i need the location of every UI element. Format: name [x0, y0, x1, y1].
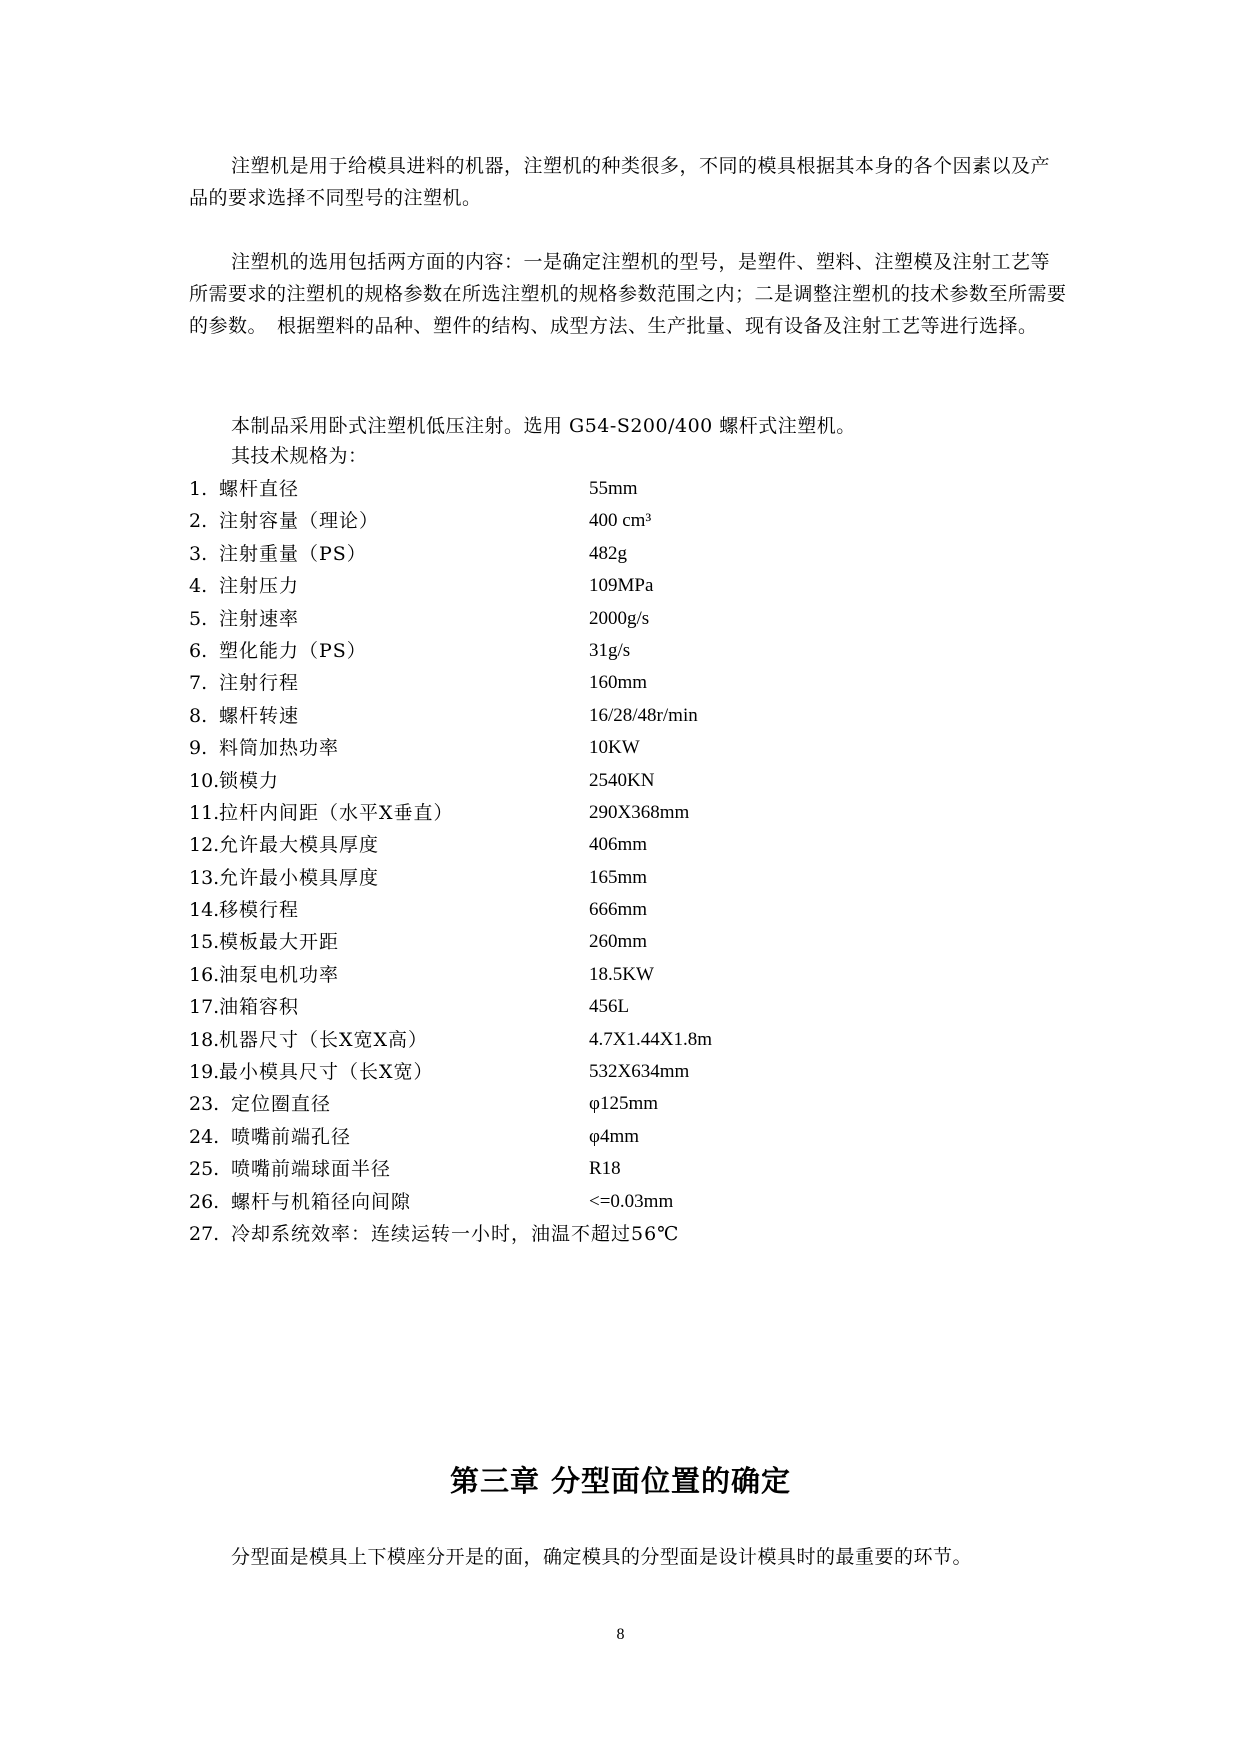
spec-value: 2540KN	[589, 769, 655, 791]
spec-label: 模板最大开距	[219, 931, 340, 954]
spec-row	[189, 894, 1089, 926]
spec-row	[189, 603, 1089, 635]
spec-number: 13.	[189, 866, 220, 889]
spec-number: 18.	[189, 1028, 220, 1051]
spec-label: 螺杆直径	[219, 478, 300, 500]
spec-intro-line: 其技术规格为：	[231, 445, 368, 467]
spec-row	[189, 538, 1089, 570]
spec-number: 17.	[189, 996, 220, 1019]
spec-number: 8.	[189, 704, 208, 727]
spec-row	[189, 1186, 1089, 1218]
spec-number: 16.	[189, 963, 220, 986]
spec-list	[189, 473, 1089, 1250]
spec-label: 油泵电机功率	[219, 963, 340, 986]
spec-number: 11.	[189, 801, 220, 824]
spec-label: 塑化能力（PS）	[219, 639, 367, 662]
spec-row	[189, 1024, 1089, 1056]
spec-label: 注射重量（PS）	[219, 542, 367, 565]
spec-label: 允许最小模具厚度	[219, 866, 380, 889]
spec-row	[189, 505, 1089, 537]
spec-value: 55mm	[589, 478, 638, 499]
spec-label: 螺杆转速	[219, 704, 300, 727]
spec-row	[189, 765, 1089, 797]
spec-label: 螺杆与机箱径向间隙	[231, 1190, 412, 1213]
spec-value: 31g/s	[589, 639, 631, 661]
spec-number: 5.	[189, 607, 208, 630]
spec-row	[189, 667, 1089, 699]
spec-row	[189, 797, 1089, 829]
spec-label: 注射压力	[219, 575, 300, 598]
spec-number: 2.	[189, 510, 208, 533]
spec-number: 7.	[189, 672, 208, 695]
spec-number: 10.	[189, 769, 220, 792]
spec-number: 4.	[189, 575, 208, 598]
spec-value: 160mm	[589, 672, 648, 694]
spec-value: 456L	[589, 996, 630, 1018]
spec-row	[189, 1056, 1089, 1088]
spec-number: 27.	[189, 1222, 220, 1245]
spec-value: 260mm	[589, 931, 648, 953]
spec-value: 18.5KW	[589, 963, 654, 985]
spec-label: 允许最大模具厚度	[219, 834, 380, 857]
spec-label: 注射行程	[219, 672, 300, 695]
spec-value: 400 cm³	[589, 510, 652, 532]
spec-number: 23.	[189, 1093, 220, 1116]
spec-label: 油箱容积	[219, 996, 300, 1019]
spec-label: 最小模具尺寸（长X宽）	[219, 1061, 434, 1084]
spec-row	[189, 959, 1089, 991]
spec-value: φ125mm	[589, 1093, 659, 1115]
spec-label: 机器尺寸（长X宽X高）	[219, 1028, 429, 1051]
spec-value: 666mm	[589, 899, 648, 921]
spec-value: 10KW	[589, 737, 640, 759]
spec-number: 12.	[189, 834, 220, 857]
spec-number: 9.	[189, 737, 208, 760]
spec-row	[189, 700, 1089, 732]
spec-label: 锁模力	[219, 769, 280, 792]
spec-label: 喷嘴前端球面半径	[231, 1158, 392, 1181]
spec-value: 482g	[589, 542, 627, 564]
spec-value: 109MPa	[589, 575, 654, 597]
spec-label: 注射容量（理论）	[219, 510, 380, 533]
spec-number: 14.	[189, 899, 220, 922]
spec-value: <=0.03mm	[589, 1190, 674, 1212]
spec-number: 24.	[189, 1125, 220, 1148]
chapter-paragraph: 分型面是模具上下模座分开是的面，确定模具的分型面是设计模具时的最重要的环节。	[231, 1546, 973, 1568]
spec-value: R18	[589, 1158, 621, 1180]
spec-number: 19.	[189, 1061, 220, 1084]
spec-label: 拉杆内间距（水平X垂直）	[219, 801, 454, 824]
spec-number: 1.	[189, 478, 208, 500]
spec-value: 532X634mm	[589, 1061, 690, 1083]
spec-number: 26.	[189, 1190, 220, 1213]
spec-number: 15.	[189, 931, 220, 954]
spec-number: 3.	[189, 542, 208, 565]
spec-row	[189, 473, 1089, 505]
chapter-heading: 第三章 分型面位置的确定	[449, 1464, 792, 1498]
spec-row	[189, 926, 1089, 958]
spec-value: 4.7X1.44X1.8m	[589, 1028, 712, 1050]
spec-value: φ4mm	[589, 1125, 640, 1147]
spec-row	[189, 991, 1089, 1023]
spec-row	[189, 732, 1089, 764]
spec-value: 16/28/48r/min	[589, 704, 698, 726]
machine-selection-line: 本制品采用卧式注塑机低压注射。选用 G54-S200/400 螺杆式注塑机。	[231, 415, 856, 437]
spec-value: 290X368mm	[589, 801, 690, 823]
spec-row	[189, 635, 1089, 667]
page-number: 8	[616, 1626, 625, 1643]
spec-value: 165mm	[589, 866, 648, 888]
spec-row	[189, 570, 1089, 602]
spec-row	[189, 829, 1089, 861]
spec-row	[189, 1218, 1089, 1250]
spec-row	[189, 862, 1089, 894]
spec-number: 25.	[189, 1158, 220, 1181]
spec-label: 移模行程	[219, 899, 300, 922]
intro-paragraph-1: 注塑机是用于给模具进料的机器，注塑机的种类很多，不同的模具根据其本身的各个因素以及产品的要求选择不同型号的注塑机。	[189, 155, 1051, 209]
spec-label: 喷嘴前端孔径	[231, 1125, 352, 1148]
spec-row	[189, 1121, 1089, 1153]
spec-row	[189, 1153, 1089, 1185]
spec-number: 6.	[189, 639, 208, 662]
spec-row	[189, 1088, 1089, 1120]
spec-label: 定位圈直径	[231, 1093, 332, 1116]
spec-value: 406mm	[589, 834, 648, 856]
intro-paragraph-2: 注塑机的选用包括两方面的内容：一是确定注塑机的型号，是塑件、塑料、注塑模及注射工艺等所需要求的注塑机的规格参数在所选注塑机的规格参数范围之内；二是调整注塑机的技术参数至所需要的参数。 根据塑料的品种、塑件的结构、成型方法、生产批量、现有设备及注射工艺等进行选择。	[189, 251, 1067, 337]
spec-label: 料筒加热功率	[219, 737, 340, 760]
spec-label: 冷却系统效率：连续运转一小时，油温不超过56℃	[231, 1222, 680, 1245]
spec-value: 2000g/s	[589, 607, 650, 629]
spec-label: 注射速率	[219, 607, 300, 630]
